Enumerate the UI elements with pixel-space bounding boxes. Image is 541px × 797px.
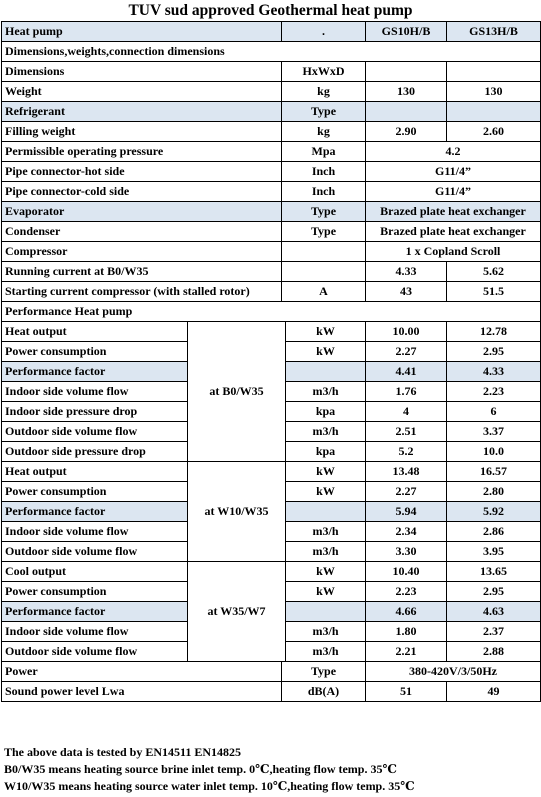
value-gs13 bbox=[447, 62, 541, 82]
row-label: Refrigerant bbox=[2, 102, 282, 122]
row-label: Weight bbox=[2, 82, 282, 102]
unit-cell: m3/h bbox=[286, 382, 366, 402]
notes bbox=[4, 744, 539, 795]
unit-cell: Type bbox=[282, 202, 366, 222]
value-gs13: 49 bbox=[447, 682, 541, 702]
value-gs10: 51 bbox=[366, 682, 447, 702]
unit-cell: kpa bbox=[286, 442, 366, 462]
table-row bbox=[2, 562, 541, 582]
row-label: Indoor side volume flow bbox=[2, 382, 188, 402]
unit-cell: kg bbox=[282, 122, 366, 142]
table-row bbox=[2, 142, 541, 162]
unit-cell: Type bbox=[282, 102, 366, 122]
value-gs13: 2.80 bbox=[447, 482, 541, 502]
spec-table bbox=[1, 21, 541, 702]
unit-cell bbox=[286, 502, 366, 522]
value-gs13: 6 bbox=[447, 402, 541, 422]
row-label: Outdoor side pressure drop bbox=[2, 442, 188, 462]
row-label: Evaporator bbox=[2, 202, 282, 222]
unit-cell: Mpa bbox=[282, 142, 366, 162]
table-row bbox=[2, 202, 541, 222]
value-gs10: 2.90 bbox=[366, 122, 447, 142]
row-label: Power bbox=[2, 662, 282, 682]
table-row bbox=[2, 262, 541, 282]
row-label: Pipe connector-hot side bbox=[2, 162, 282, 182]
header-row bbox=[2, 22, 541, 42]
value-gs13: 4.33 bbox=[447, 362, 541, 382]
unit-cell: kW bbox=[286, 482, 366, 502]
unit-cell: m3/h bbox=[286, 642, 366, 662]
value-gs13: 51.5 bbox=[447, 282, 541, 302]
row-label: Power consumption bbox=[2, 582, 188, 602]
unit-cell bbox=[282, 242, 366, 262]
condition-label: at W10/W35 bbox=[188, 462, 286, 562]
row-label: Power consumption bbox=[2, 342, 188, 362]
value-gs10: 4 bbox=[366, 402, 447, 422]
header-gs13: GS13H/B bbox=[447, 22, 541, 42]
row-label: Condenser bbox=[2, 222, 282, 242]
row-label: Performance factor bbox=[2, 502, 188, 522]
row-label: Pipe connector-cold side bbox=[2, 182, 282, 202]
row-label: Outdoor side volume flow bbox=[2, 642, 188, 662]
value-gs13: 2.60 bbox=[447, 122, 541, 142]
row-label: Outdoor side volume flow bbox=[2, 422, 188, 442]
value-cell: G11/4” bbox=[366, 162, 541, 182]
value-gs10 bbox=[366, 102, 447, 122]
header-unit: . bbox=[282, 22, 366, 42]
table-row bbox=[2, 162, 541, 182]
unit-cell: Inch bbox=[282, 182, 366, 202]
unit-cell bbox=[282, 262, 366, 282]
unit-cell: Inch bbox=[282, 162, 366, 182]
value-gs10: 13.48 bbox=[366, 462, 447, 482]
row-label: Power consumption bbox=[2, 482, 188, 502]
row-label: Indoor side volume flow bbox=[2, 522, 188, 542]
value-gs13: 130 bbox=[447, 82, 541, 102]
value-gs13: 3.95 bbox=[447, 542, 541, 562]
table-row bbox=[2, 82, 541, 102]
value-gs13 bbox=[447, 102, 541, 122]
value-gs10: 2.27 bbox=[366, 342, 447, 362]
value-gs13: 2.86 bbox=[447, 522, 541, 542]
row-label: Permissible operating pressure bbox=[2, 142, 282, 162]
value-gs13: 5.92 bbox=[447, 502, 541, 522]
value-cell: 1 x Copland Scroll bbox=[366, 242, 541, 262]
row-label: Indoor side pressure drop bbox=[2, 402, 188, 422]
value-gs13: 5.62 bbox=[447, 262, 541, 282]
unit-cell: kW bbox=[286, 342, 366, 362]
unit-cell: Type bbox=[282, 222, 366, 242]
row-label: Cool output bbox=[2, 562, 188, 582]
value-gs10: 4.66 bbox=[366, 602, 447, 622]
value-gs13: 2.95 bbox=[447, 582, 541, 602]
table-row bbox=[2, 662, 541, 682]
value-gs13: 2.88 bbox=[447, 642, 541, 662]
unit-cell: A bbox=[282, 282, 366, 302]
value-cell: 4.2 bbox=[366, 142, 541, 162]
table-row bbox=[2, 182, 541, 202]
unit-cell: m3/h bbox=[286, 522, 366, 542]
unit-cell: kpa bbox=[286, 402, 366, 422]
value-gs10: 2.21 bbox=[366, 642, 447, 662]
table-row bbox=[2, 102, 541, 122]
value-gs10: 43 bbox=[366, 282, 447, 302]
unit-cell: Type bbox=[282, 662, 366, 682]
value-gs10: 2.51 bbox=[366, 422, 447, 442]
note-line: The above data is tested by EN14511 EN14825 bbox=[4, 745, 242, 759]
value-gs13: 2.23 bbox=[447, 382, 541, 402]
row-label: Indoor side volume flow bbox=[2, 622, 188, 642]
table-row bbox=[2, 682, 541, 702]
unit-cell: kW bbox=[286, 462, 366, 482]
value-gs10: 1.76 bbox=[366, 382, 447, 402]
row-label: Starting current compressor (with stalled rotor) bbox=[2, 282, 282, 302]
row-label: Filling weight bbox=[2, 122, 282, 142]
value-gs10: 2.27 bbox=[366, 482, 447, 502]
value-gs13: 12.78 bbox=[447, 322, 541, 342]
row-label: Heat output bbox=[2, 322, 188, 342]
table-row bbox=[2, 42, 541, 62]
value-cell: Brazed plate heat exchanger bbox=[366, 202, 541, 222]
value-gs10: 10.00 bbox=[366, 322, 447, 342]
value-gs13: 4.63 bbox=[447, 602, 541, 622]
table-row bbox=[2, 462, 541, 482]
section-label: Performance Heat pump bbox=[2, 302, 541, 322]
condition-label: at B0/W35 bbox=[188, 322, 286, 462]
table-title: TUV sud approved Geothermal heat pump bbox=[128, 2, 413, 19]
value-gs13: 2.37 bbox=[447, 622, 541, 642]
value-gs13: 16.57 bbox=[447, 462, 541, 482]
unit-cell: kW bbox=[286, 322, 366, 342]
unit-cell bbox=[286, 602, 366, 622]
value-gs10: 2.23 bbox=[366, 582, 447, 602]
row-label: Heat output bbox=[2, 462, 188, 482]
note-line: B0/W35 means heating source brine inlet temp. 0℃,heating flow temp. 35℃ bbox=[4, 762, 397, 776]
row-label: Running current at B0/W35 bbox=[2, 262, 282, 282]
value-gs10: 4.33 bbox=[366, 262, 447, 282]
table-row bbox=[2, 242, 541, 262]
table-row bbox=[2, 302, 541, 322]
value-gs13: 3.37 bbox=[447, 422, 541, 442]
value-gs10: 2.34 bbox=[366, 522, 447, 542]
row-label: Compressor bbox=[2, 242, 282, 262]
unit-cell bbox=[286, 362, 366, 382]
value-gs10: 5.2 bbox=[366, 442, 447, 462]
section-label: Dimensions,weights,connection dimensions bbox=[2, 42, 541, 62]
unit-cell: HxWxD bbox=[282, 62, 366, 82]
unit-cell: kg bbox=[282, 82, 366, 102]
table-row bbox=[2, 222, 541, 242]
table-row bbox=[2, 62, 541, 82]
value-gs10: 3.30 bbox=[366, 542, 447, 562]
table-row bbox=[2, 322, 541, 342]
table-row bbox=[2, 282, 541, 302]
row-label: Performance factor bbox=[2, 362, 188, 382]
unit-cell: m3/h bbox=[286, 422, 366, 442]
row-label: Performance factor bbox=[2, 602, 188, 622]
note-line: W10/W35 means heating source water inlet temp. 10℃,heating flow temp. 35℃ bbox=[4, 779, 415, 793]
value-gs10: 130 bbox=[366, 82, 447, 102]
value-gs13: 10.0 bbox=[447, 442, 541, 462]
unit-cell: m3/h bbox=[286, 542, 366, 562]
unit-cell: kW bbox=[286, 562, 366, 582]
row-label: Dimensions bbox=[2, 62, 282, 82]
unit-cell: kW bbox=[286, 582, 366, 602]
value-cell: 380-420V/3/50Hz bbox=[366, 662, 541, 682]
header-gs10: GS10H/B bbox=[366, 22, 447, 42]
value-cell: Brazed plate heat exchanger bbox=[366, 222, 541, 242]
header-label: Heat pump bbox=[2, 22, 282, 42]
value-gs10: 10.40 bbox=[366, 562, 447, 582]
value-cell: G11/4” bbox=[366, 182, 541, 202]
condition-label: at W35/W7 bbox=[188, 562, 286, 662]
value-gs10: 1.80 bbox=[366, 622, 447, 642]
value-gs13: 2.95 bbox=[447, 342, 541, 362]
value-gs13: 13.65 bbox=[447, 562, 541, 582]
row-label: Sound power level Lwa bbox=[2, 682, 282, 702]
row-label: Outdoor side volume flow bbox=[2, 542, 188, 562]
unit-cell: dB(A) bbox=[282, 682, 366, 702]
value-gs10 bbox=[366, 62, 447, 82]
value-gs10: 4.41 bbox=[366, 362, 447, 382]
value-gs10: 5.94 bbox=[366, 502, 447, 522]
unit-cell: m3/h bbox=[286, 622, 366, 642]
table-row bbox=[2, 122, 541, 142]
